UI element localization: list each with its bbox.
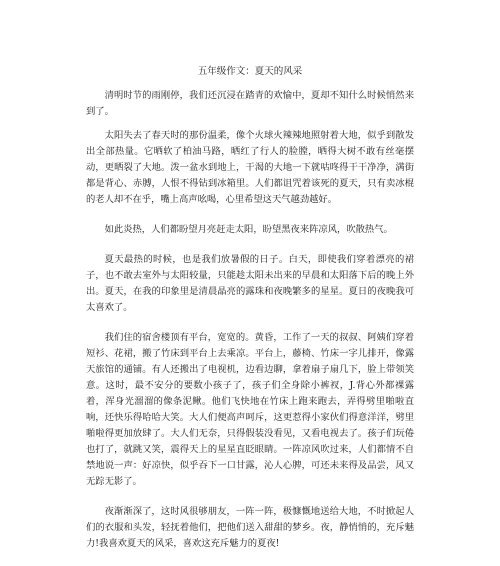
paragraph-3: 如此炎热，人们都盼望月亮赶走太阳，盼望黑夜来阵凉风，吹散热气。	[104, 224, 393, 235]
paragraph-4: 夏天最热的时候，也是我们放暑假的日子。白天，即使我们穿着漂亮的裙子，也不敢去室外与太阳较量，只能趁太阳未出来的早晨和太阳落下后的晚上外出。夏天，在我的印象里是清晨晶亮的露珠和夜晚繁多的星星。夏日的夜晚我可太喜欢了。	[86, 254, 414, 313]
paragraph-2: 太阳失去了春天时的那份温柔，像个火球火辣辣地照射着大地，似乎到散发出全部热量。它晒软了柏油马路，晒红了行人的脸膛，晒得大树不敢有丝毫摆动，更晒裂了大地。泼一盆水到地上，干渴的大地一下就咕咚得干干净净，满街都是背心、赤膊，人恨不得钻到冰箱里。人们都诅咒着该死的夏天，只有卖冰棍的老人却不在乎，嘴上高声吆喝，心里希望这天气越劲越好。	[86, 130, 414, 205]
paragraph-6: 夜渐渐深了，这时风很够朋友，一阵一阵，极慷慨地送给大地，不时掀起人们的衣服和头发，轻抚着他们，把他们送入甜甜的梦乡。夜，静悄悄的，充斥魅力!我喜欢夏天的风采，喜欢这充斥魅力的夏夜!	[86, 506, 414, 549]
essay-title: 五年级作文：夏天的风采	[197, 66, 303, 77]
paragraph-5: 我们住的宿舍楼顶有平台，宽宽的。黄昏，工作了一天的叔叔、阿姨们穿着短衫、花裙，搬了竹床到平台上去乘凉。平台上，藤椅、竹床一字儿排开，像露天旅馆的通铺。有人还搬出了电视机，边看边聊，拿着扇子扇几下，脸上带领笑意。这时，最不安分的要数小孩子了，孩子们全身除小裤衩，J.背心外都裸露着，浑身光溜溜的像条泥鳅。他们飞快地在竹床上跑来跑去，弄得劈里啪啦直响，还快乐得哈哈大笑。大人们便高声呵斥，这更惹得小家伙们得意洋洋，劈里啪啦得更加放肆了。大人们无奈，只得假装没看见，又看电视去了。孩子们玩倦也打了，就跳又笑，震得天上的星星直眨眼睛。一阵凉风吹过来，人们都情不自禁地说一声：好凉快，似乎吞下一口甘露，沁人心脾，可还未来得及品尝，风又无踪无影了。	[86, 332, 414, 487]
paragraph-1: 清明时节的雨刚停，我们还沉浸在踏青的欢愉中，夏却不知什么时候悄然来到了。	[86, 90, 414, 117]
